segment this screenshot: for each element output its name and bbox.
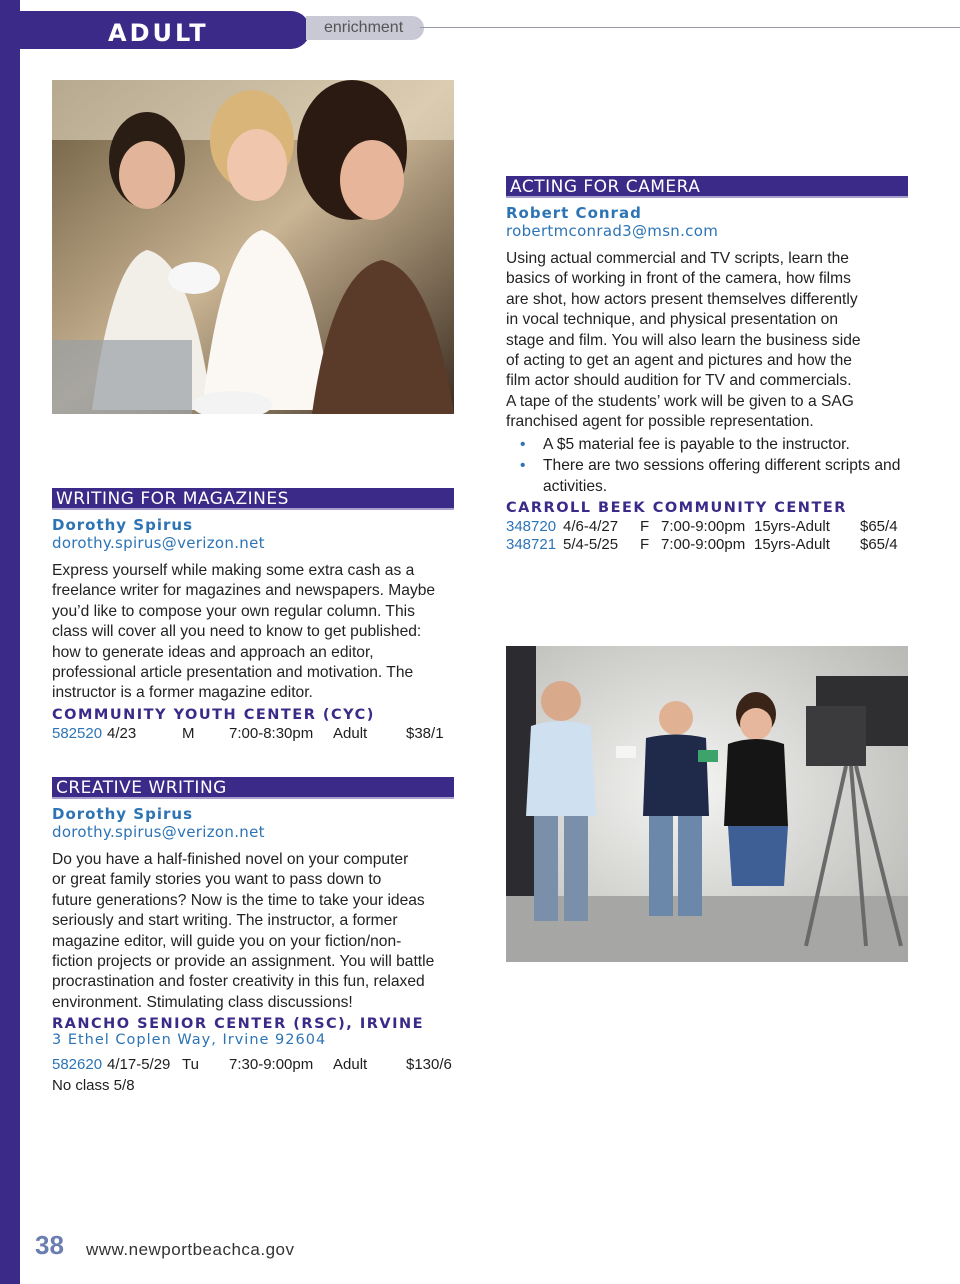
- description-line: franchised agent for possible representation.: [506, 413, 814, 431]
- course-description: [52, 850, 462, 1013]
- session-fee: $38/1: [406, 725, 444, 742]
- description-line: freelance writer for magazines and newspapers. Maybe: [52, 582, 436, 600]
- description-line: basics of working in front of the camera, how films: [506, 270, 851, 288]
- description-line: you’d like to compose your own regular column. This: [52, 602, 415, 620]
- session-time: 7:30-9:00pm: [229, 1056, 314, 1073]
- instructor-name: Robert Conrad: [506, 204, 642, 222]
- section-header-tab: [20, 11, 310, 49]
- session-row: [52, 725, 454, 743]
- description-line: film actor should audition for TV and commercials.: [506, 372, 852, 390]
- session-dates: 4/23: [107, 725, 137, 742]
- description-line: procrastination and foster creativity in this fun, relaxed: [52, 973, 425, 991]
- location-name: COMMUNITY YOUTH CENTER (CYC): [52, 707, 375, 723]
- description-line: magazine editor, will guide you on your fiction/non-: [52, 932, 402, 950]
- description-line: how to generate ideas and approach an editor,: [52, 643, 374, 661]
- description-line: future generations? Now is the time to take your ideas: [52, 891, 425, 909]
- description-line: Do you have a half-finished novel on your computer: [52, 851, 409, 868]
- description-line: are shot, how actors present themselves differently: [506, 290, 858, 308]
- course-title-bar: [506, 176, 908, 198]
- course-description: [506, 249, 916, 433]
- course-code-link[interactable]: 582620: [52, 1056, 103, 1073]
- course-code-link[interactable]: 348720: [506, 518, 557, 535]
- description-line: stage and film. You will also learn the business side: [506, 331, 861, 349]
- course-code-link[interactable]: 582520: [52, 725, 103, 742]
- session-day: F: [640, 536, 650, 553]
- session-day: F: [640, 518, 650, 535]
- list-item: [506, 455, 908, 497]
- acting-class-photo: [506, 646, 908, 962]
- session-row: [506, 536, 908, 554]
- instructor-email-link[interactable]: robertmconrad3@msn.com: [506, 222, 719, 240]
- bullet-icon: •: [520, 436, 526, 453]
- description-line: fiction projects or provide an assignment. You will battle: [52, 953, 435, 971]
- session-fee: $65/4: [860, 518, 898, 535]
- subsection-pill: [306, 16, 424, 40]
- session-time: 7:00-9:00pm: [661, 536, 746, 553]
- bullet-icon: •: [520, 457, 526, 474]
- session-dates: 5/4-5/25: [563, 536, 619, 553]
- session-day: Tu: [182, 1056, 199, 1073]
- description-line: environment. Stimulating class discussions!: [52, 993, 353, 1011]
- session-age: Adult: [333, 725, 368, 742]
- session-fee: $130/6: [406, 1056, 452, 1073]
- description-line: seriously and start writing. The instructor, a former: [52, 912, 398, 930]
- course-title: WRITING FOR MAGAZINES: [56, 489, 289, 509]
- instructor-name: Dorothy Spirus: [52, 805, 193, 823]
- session-day: M: [182, 725, 195, 742]
- course-title: ACTING FOR CAMERA: [510, 177, 701, 197]
- description-line: or great family stories you want to pass down to: [52, 871, 382, 889]
- session-row: [52, 1056, 454, 1074]
- session-dates: 4/6-4/27: [563, 518, 619, 535]
- session-dates: 4/17-5/29: [107, 1056, 171, 1073]
- course-title: CREATIVE WRITING: [56, 778, 227, 798]
- session-age: 15yrs-Adult: [754, 536, 830, 553]
- description-line: A tape of the students’ work will be given to a SAG: [506, 392, 854, 410]
- section-title: ADULT: [108, 19, 209, 47]
- location-name: RANCHO SENIOR CENTER (RSC), IRVINE: [52, 1016, 425, 1032]
- description-line: professional article presentation and motivation. The: [52, 664, 414, 682]
- course-notes-list: [506, 434, 908, 497]
- course-code-link[interactable]: 348721: [506, 536, 557, 553]
- instructor-email-link[interactable]: dorothy.spirus@verizon.net: [52, 534, 265, 552]
- description-line: in vocal technique, and physical presentation on: [506, 311, 839, 329]
- session-age: Adult: [333, 1056, 368, 1073]
- course-description: [52, 561, 462, 704]
- description-line: of acting to get an agent and pictures and how the: [506, 352, 852, 370]
- session-fee: $65/4: [860, 536, 898, 553]
- women-laughing-photo: [52, 80, 454, 414]
- instructor-name: Dorothy Spirus: [52, 516, 193, 534]
- left-sidebar-stripe: [0, 0, 20, 1284]
- website-link[interactable]: www.newportbeachca.gov: [86, 1240, 295, 1259]
- list-item-text: A $5 material fee is payable to the instructor.: [543, 436, 850, 453]
- description-line: instructor is a former magazine editor.: [52, 684, 313, 702]
- description-line: Express yourself while making some extra cash as a: [52, 562, 415, 579]
- subsection-title: enrichment: [324, 19, 404, 36]
- list-item-text: There are two sessions offering different scripts and activities.: [543, 457, 901, 495]
- header-rule: [420, 27, 960, 28]
- course-title-bar: [52, 777, 454, 799]
- instructor-email-link[interactable]: dorothy.spirus@verizon.net: [52, 823, 265, 841]
- description-line: Using actual commercial and TV scripts, learn the: [506, 250, 849, 267]
- session-age: 15yrs-Adult: [754, 518, 830, 535]
- course-title-bar: [52, 488, 454, 510]
- location-name: CARROLL BEEK COMMUNITY CENTER: [506, 500, 847, 516]
- session-row: [506, 518, 908, 536]
- session-note: No class 5/8: [52, 1077, 135, 1094]
- location-address: 3 Ethel Coplen Way, Irvine 92604: [52, 1032, 327, 1048]
- description-line: class will cover all you need to know to get published:: [52, 623, 422, 641]
- session-time: 7:00-8:30pm: [229, 725, 314, 742]
- list-item: [506, 434, 908, 455]
- page-number: 38: [35, 1230, 64, 1260]
- session-time: 7:00-9:00pm: [661, 518, 746, 535]
